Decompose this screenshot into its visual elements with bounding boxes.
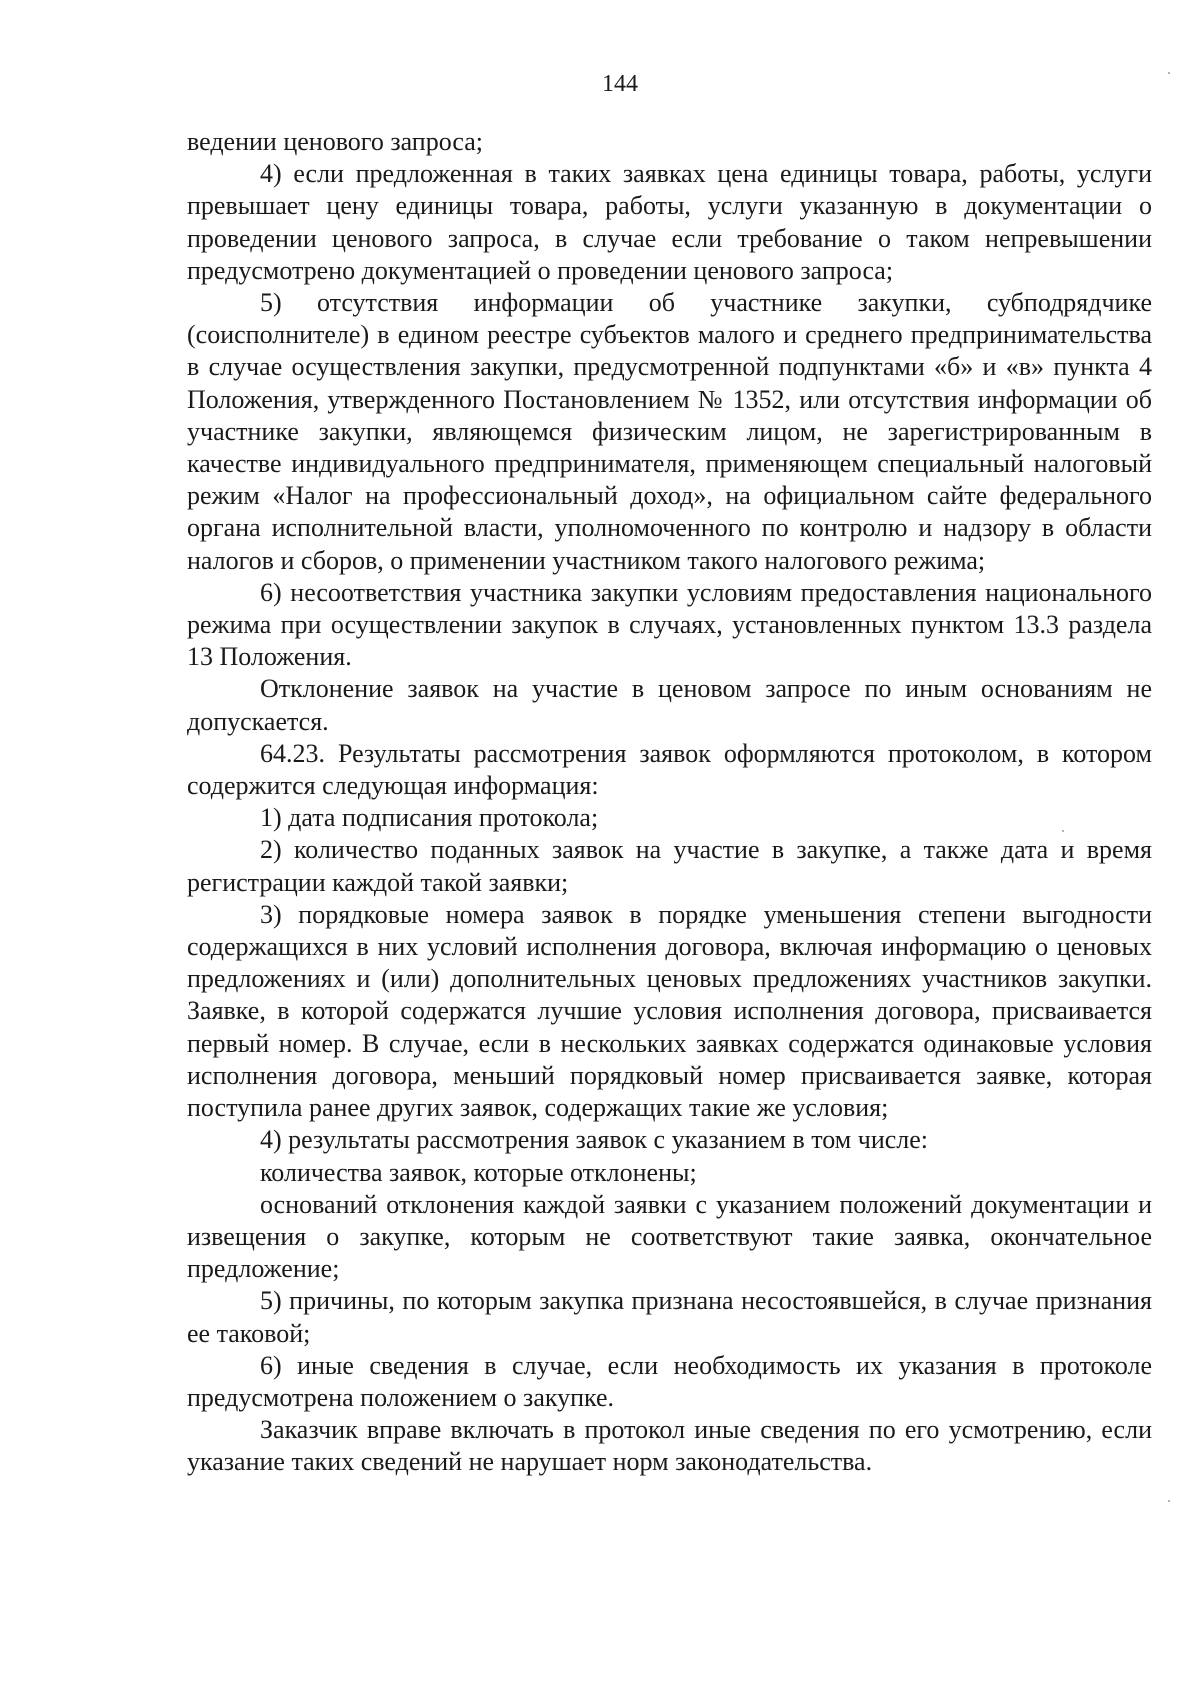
document-body bbox=[187, 126, 1152, 1479]
paragraph-rejected-count: количества заявок, которые отклонены; bbox=[260, 1157, 697, 1187]
paragraph-item-6-national-regime: 6) несоответствия участника закупки условиям предоставления национального режима при осуществлении закупок в случаях, установленных пунктом 13.3 раздела 13 Положения. bbox=[187, 577, 1152, 672]
scan-speck bbox=[1168, 72, 1170, 74]
paragraph-protocol-item-5: 5) причины, по которым закупка признана несостоявшейся, в случае признания ее таковой; bbox=[187, 1286, 1152, 1348]
paragraph-protocol-item-4: 4) результаты рассмотрения заявок с указанием в том числе: bbox=[260, 1125, 929, 1155]
paragraph-rejection-rule: Отклонение заявок на участие в ценовом запросе по иным основаниям не допускается. bbox=[187, 674, 1152, 736]
page-number: 144 bbox=[602, 71, 638, 97]
paragraph-item-4-price: 4) если предложенная в таких заявках цена единицы товара, работы, услуги превышает цену единицы товара, работы, услуги указанную в документации о проведении ценового запроса, в случае если требование о таком непревышении предусмотрено документацией о проведении ценового запроса; bbox=[187, 159, 1152, 285]
scan-speck bbox=[1168, 1500, 1170, 1502]
paragraph-protocol-item-3: 3) порядковые номера заявок в порядке уменьшения степени выгодности содержащихся в них условий исполнения договора, включая информацию о ценовых предложениях и (или) дополнительных ценовых предложениях участников закупки. Заявке, в которой содержатся лучшие условия исполнения договора, присваивается первый номер. В случае, если в нескольких заявках содержатся одинаковые условия исполнения договора, меньший порядковый номер присваивается заявке, которая поступила ранее других заявок, содержащих такие же условия; bbox=[187, 899, 1152, 1123]
paragraph-continuation: ведении ценового запроса; bbox=[187, 127, 483, 156]
paragraph-protocol-item-2: 2) количество поданных заявок на участие в закупке, а также дата и время регистрации каждой такой заявки; bbox=[187, 835, 1152, 897]
paragraph-rejection-grounds: оснований отклонения каждой заявки с указанием положений документации и извещения о закупке, которым не соответствуют такие заявка, окончательное предложение; bbox=[187, 1189, 1152, 1284]
paragraph-item-5-registry: 5) отсутствия информации об участнике закупки, субподрядчике (соисполнителе) в едином реестре субъектов малого и среднего предпринимательства в случае осуществления закупки, предусмотренной подпунктами «б» и «в» пункта 4 Положения, утвержденного Постановлением № 1352, или отсутствия информации об участнике закупки, являющемся физическим лицом, не зарегистрированным в качестве индивидуального предпринимателя, применяющем специальный налоговый режим «Налог на профессиональный доход», на официальном сайте федерального органа исполнительной власти, уполномоченного по контролю и надзору в области налогов и сборов, о применении участником такого налогового режима; bbox=[187, 288, 1152, 575]
paragraph-protocol-item-1: 1) дата подписания протокола; bbox=[260, 803, 599, 833]
paragraph-customer-right: Заказчик вправе включать в протокол иные сведения по его усмотрению, если указание таких сведений не нарушает норм законодательства. bbox=[187, 1415, 1152, 1477]
paragraph-protocol-item-6: 6) иные сведения в случае, если необходимость их указания в протоколе предусмотрена положением о закупке. bbox=[187, 1350, 1152, 1412]
scan-speck bbox=[1062, 830, 1064, 832]
paragraph-clause-64-23: 64.23. Результаты рассмотрения заявок оформляются протоколом, в котором содержится следующая информация: bbox=[187, 738, 1152, 801]
